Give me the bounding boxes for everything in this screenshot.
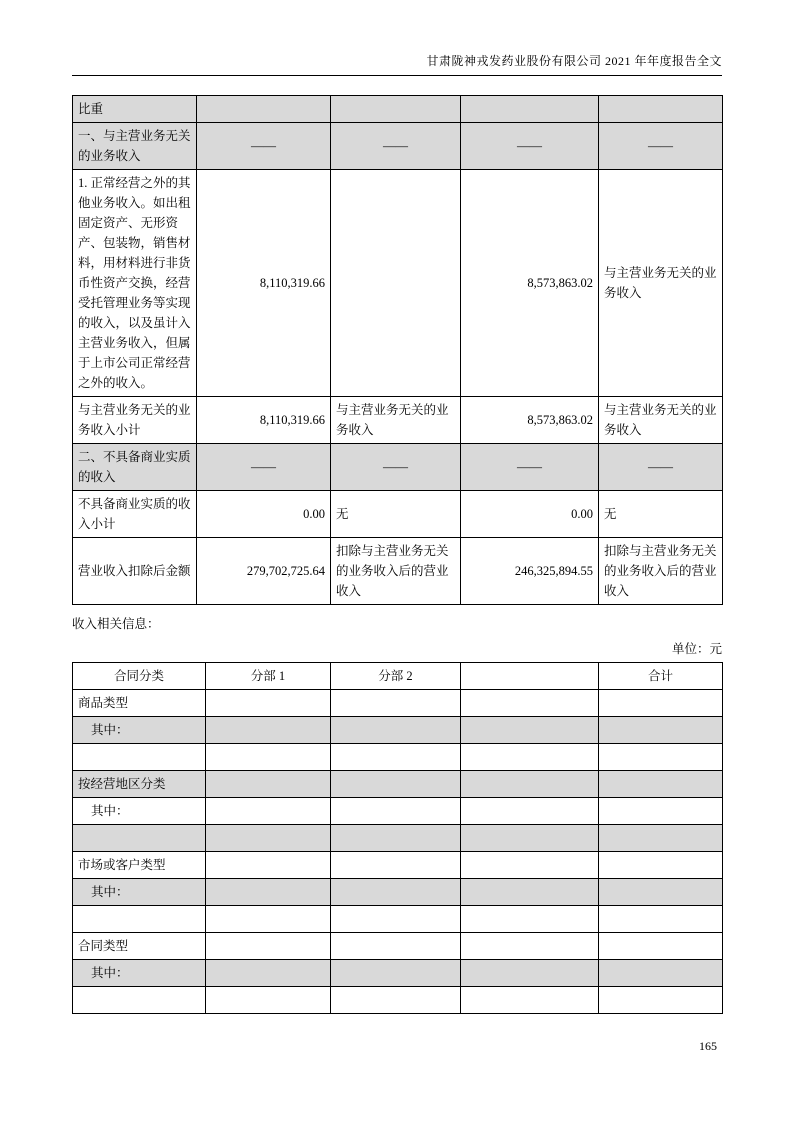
page-number: 165 — [699, 1039, 717, 1053]
header-empty — [461, 663, 599, 690]
cell-empty — [461, 744, 599, 771]
cell-section-label: 二、不具备商业实质的收入 — [73, 444, 197, 491]
cell-empty — [599, 690, 723, 717]
row-blank — [73, 987, 723, 1014]
cell-amount-current: 8,110,319.66 — [197, 397, 331, 444]
row-blank — [73, 825, 723, 852]
header-contract-class: 合同分类 — [73, 663, 206, 690]
cell-empty — [461, 933, 599, 960]
cell-empty — [599, 852, 723, 879]
cell-empty — [331, 825, 461, 852]
row-nonsubstance-subtotal — [73, 491, 723, 538]
cell-empty — [461, 717, 599, 744]
cell-amount-prior: 246,325,894.55 — [461, 538, 599, 605]
cell-subtotal-label: 与主营业务无关的业务收入小计 — [73, 397, 197, 444]
cell-empty — [206, 906, 331, 933]
cell-empty — [461, 987, 599, 1014]
cell-empty — [206, 987, 331, 1014]
cell-empty — [599, 771, 723, 798]
cell-dash: —— — [461, 444, 599, 491]
cell-dash: —— — [599, 444, 723, 491]
cell-empty — [461, 690, 599, 717]
cell-dash: —— — [331, 444, 461, 491]
cell-note-prior: 扣除与主营业务无关的业务收入后的营业收入 — [599, 538, 723, 605]
cell-row-label: 其中： — [73, 879, 206, 906]
cell-empty — [331, 879, 461, 906]
header-segment-2: 分部 2 — [331, 663, 461, 690]
cell-empty — [206, 744, 331, 771]
cell-empty — [461, 906, 599, 933]
cell-row-label: 其中： — [73, 960, 206, 987]
header-total: 合计 — [599, 663, 723, 690]
cell-empty — [331, 771, 461, 798]
cell-empty — [331, 717, 461, 744]
cell-empty — [197, 96, 331, 123]
page-content — [72, 0, 722, 1014]
cell-empty — [331, 798, 461, 825]
cell-note-prior: 与主营业务无关的业务收入 — [599, 170, 723, 397]
cell-empty — [331, 933, 461, 960]
row-nonsubstance-header — [73, 444, 723, 491]
cell-dash: —— — [331, 123, 461, 170]
cell-empty — [461, 771, 599, 798]
row-contract-type — [73, 933, 723, 960]
cell-dash: —— — [599, 123, 723, 170]
cell-empty — [599, 960, 723, 987]
report-header — [72, 0, 722, 69]
cell-empty — [599, 906, 723, 933]
row-including — [73, 798, 723, 825]
cell-note-prior: 无 — [599, 491, 723, 538]
report-title: 甘肃陇神戎发药业股份有限公司 2021 年年度报告全文 — [426, 54, 722, 68]
row-net-revenue — [73, 538, 723, 605]
cell-empty — [206, 717, 331, 744]
income-info-label: 收入相关信息： — [72, 617, 160, 631]
cell-empty — [206, 852, 331, 879]
row-including — [73, 960, 723, 987]
cell-empty — [331, 960, 461, 987]
cell-amount-current: 279,702,725.64 — [197, 538, 331, 605]
cell-row-label: 按经营地区分类 — [73, 771, 206, 798]
cell-empty — [461, 798, 599, 825]
cell-empty — [461, 825, 599, 852]
cell-empty — [461, 960, 599, 987]
cell-note-current: 与主营业务无关的业务收入 — [331, 397, 461, 444]
cell-row-label — [73, 825, 206, 852]
cell-empty — [331, 96, 461, 123]
row-including — [73, 717, 723, 744]
cell-empty — [599, 879, 723, 906]
row-other-income — [73, 170, 723, 397]
cell-note-current: 无 — [331, 491, 461, 538]
contract-classification-table — [72, 662, 723, 1014]
cell-note-current — [331, 170, 461, 397]
cell-empty — [331, 987, 461, 1014]
cell-amount-prior: 8,573,863.02 — [461, 397, 599, 444]
unit-label: 单位：元 — [671, 642, 722, 656]
cell-subtotal-label: 不具备商业实质的收入小计 — [73, 491, 197, 538]
cell-empty — [206, 879, 331, 906]
row-product-type — [73, 690, 723, 717]
row-proportion — [73, 96, 723, 123]
cell-empty — [599, 798, 723, 825]
row-market-type — [73, 852, 723, 879]
row-blank — [73, 744, 723, 771]
contract-table-header-row — [73, 663, 723, 690]
header-rule — [72, 75, 722, 76]
cell-net-revenue-label: 营业收入扣除后金额 — [73, 538, 197, 605]
header-segment-1: 分部 1 — [206, 663, 331, 690]
cell-row-label — [73, 987, 206, 1014]
cell-empty — [331, 852, 461, 879]
cell-empty — [206, 771, 331, 798]
cell-empty — [461, 96, 599, 123]
cell-empty — [206, 960, 331, 987]
cell-dash: —— — [197, 444, 331, 491]
cell-empty — [599, 717, 723, 744]
cell-section-label: 一、与主营业务无关的业务收入 — [73, 123, 197, 170]
row-blank — [73, 906, 723, 933]
row-including — [73, 879, 723, 906]
cell-note-prior: 与主营业务无关的业务收入 — [599, 397, 723, 444]
cell-dash: —— — [461, 123, 599, 170]
cell-dash: —— — [197, 123, 331, 170]
cell-empty — [206, 933, 331, 960]
cell-empty — [599, 933, 723, 960]
cell-amount-current: 8,110,319.66 — [197, 170, 331, 397]
cell-empty — [206, 690, 331, 717]
row-region-type — [73, 771, 723, 798]
row-unrelated-income-header — [73, 123, 723, 170]
cell-empty — [331, 906, 461, 933]
cell-row-label: 市场或客户类型 — [73, 852, 206, 879]
cell-other-income-label: 1. 正常经营之外的其他业务收入。如出租固定资产、无形资产、包装物，销售材料，用材料进行非货币性资产交换，经营受托管理业务等实现的收入，以及虽计入主营业务收入，但属于上市公司正常经营之外的收入。 — [73, 170, 197, 397]
cell-row-label: 合同类型 — [73, 933, 206, 960]
cell-empty — [206, 798, 331, 825]
cell-row-label: 商品类型 — [73, 690, 206, 717]
cell-empty — [331, 744, 461, 771]
cell-note-current: 扣除与主营业务无关的业务收入后的营业收入 — [331, 538, 461, 605]
cell-empty — [599, 825, 723, 852]
cell-empty — [599, 987, 723, 1014]
cell-row-label — [73, 744, 206, 771]
cell-empty — [599, 96, 723, 123]
cell-row-label: 其中： — [73, 798, 206, 825]
cell-amount-prior: 0.00 — [461, 491, 599, 538]
cell-row-label: 其中： — [73, 717, 206, 744]
revenue-deduction-table — [72, 95, 723, 605]
cell-empty — [461, 852, 599, 879]
cell-empty — [206, 825, 331, 852]
cell-proportion-label: 比重 — [73, 96, 197, 123]
cell-empty — [461, 879, 599, 906]
cell-amount-current: 0.00 — [197, 491, 331, 538]
row-unrelated-subtotal — [73, 397, 723, 444]
cell-row-label — [73, 906, 206, 933]
cell-amount-prior: 8,573,863.02 — [461, 170, 599, 397]
cell-empty — [331, 690, 461, 717]
cell-empty — [599, 744, 723, 771]
